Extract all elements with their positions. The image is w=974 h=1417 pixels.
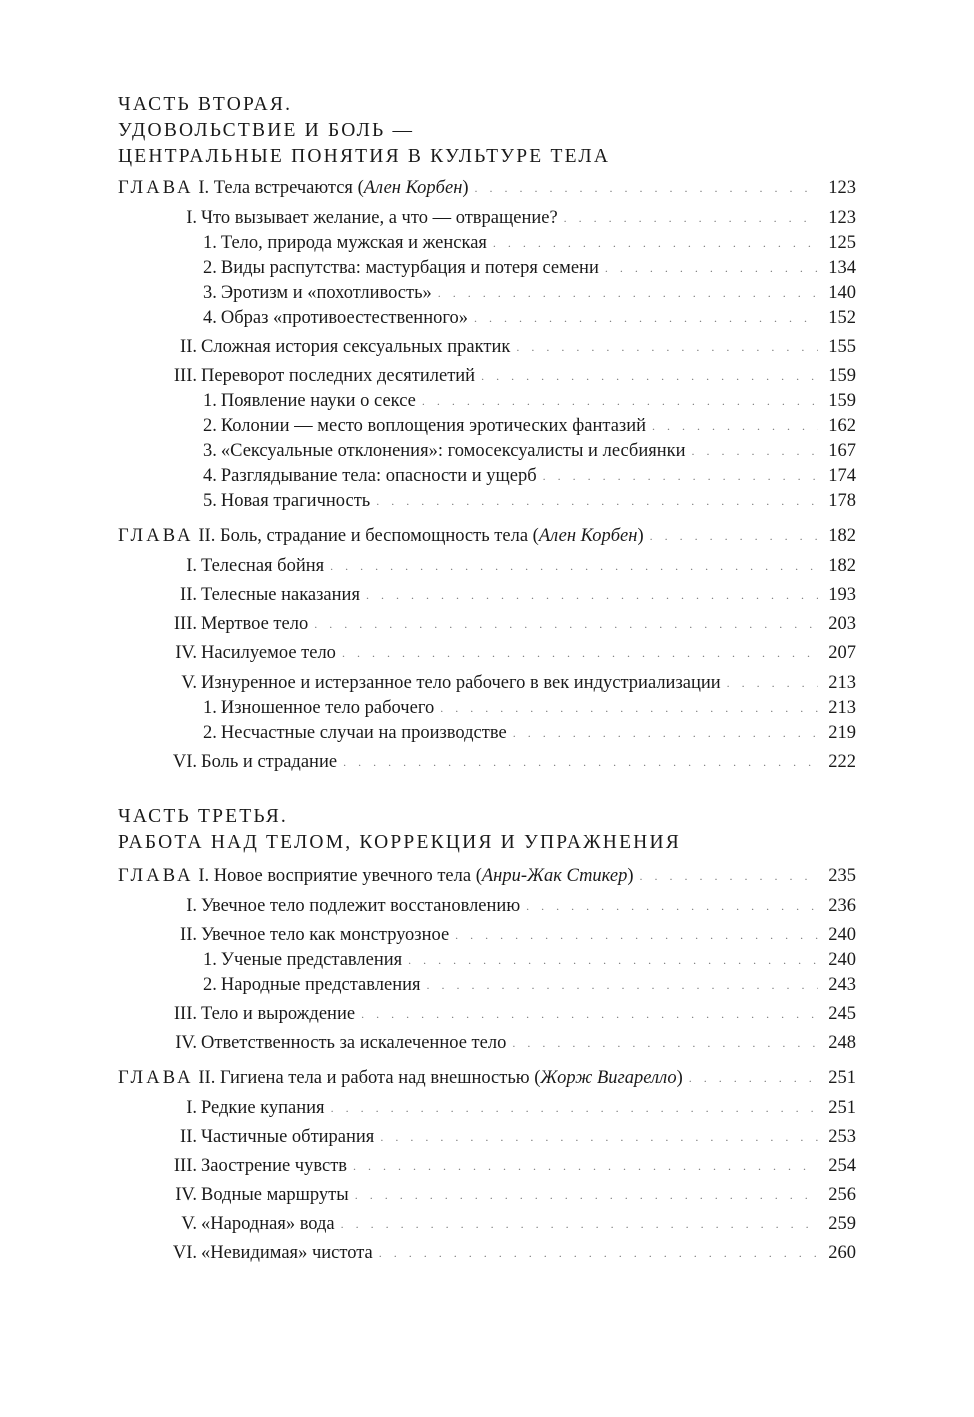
page-number: 167 bbox=[828, 441, 856, 461]
toc-section-entry[interactable] bbox=[118, 554, 856, 578]
toc-subsection-entry[interactable] bbox=[118, 948, 856, 972]
page-number: 178 bbox=[828, 491, 856, 511]
page-number: 254 bbox=[828, 1156, 856, 1176]
dot-leader bbox=[331, 1096, 818, 1120]
page-number: 213 bbox=[828, 673, 856, 693]
subsection-title: «Сексуальные отклонения»: гомосексуалисты и лесбиянки bbox=[220, 441, 686, 461]
section-title: Изнуренное и истерзанное тело рабочего в век индустриализации bbox=[201, 673, 721, 693]
toc-section-entry[interactable] bbox=[118, 750, 856, 774]
dot-leader bbox=[366, 583, 818, 607]
subsection-number: 2. bbox=[203, 258, 217, 278]
toc-chapter-entry[interactable]: ГЛАВА II. Гигиена тела и работа над внешностью ( Жорж Вигарелло ) . 251 bbox=[118, 1066, 856, 1090]
dot-leader bbox=[605, 256, 818, 280]
chapter-author: Ален Корбен bbox=[363, 178, 463, 198]
toc-chapter-entry[interactable]: ГЛАВА I. Тела встречаются ( Ален Корбен ) . 123 bbox=[118, 176, 856, 200]
dot-leader bbox=[455, 923, 818, 947]
section-title: Мертвое тело bbox=[201, 614, 309, 634]
toc-section-entry[interactable] bbox=[118, 1241, 856, 1265]
subsection-title: Изношенное тело рабочего bbox=[220, 698, 435, 718]
page-number: 155 bbox=[828, 337, 856, 357]
toc-section-entry[interactable] bbox=[118, 1125, 856, 1149]
toc-section-entry[interactable] bbox=[118, 612, 856, 636]
page-number: 236 bbox=[828, 896, 856, 916]
subsection-number: 4. bbox=[203, 466, 217, 486]
section-title: Насилуемое тело bbox=[201, 643, 336, 663]
chapter-word: ГЛАВА bbox=[118, 1068, 194, 1088]
part-title-line: ЧАСТЬ ВТОРАЯ. bbox=[118, 94, 293, 115]
dot-leader bbox=[380, 1125, 818, 1149]
chapter-author: Жорж Вигарелло bbox=[540, 1068, 677, 1088]
dot-leader bbox=[361, 1002, 818, 1026]
page-number: 248 bbox=[828, 1033, 856, 1053]
dot-leader bbox=[379, 1241, 818, 1265]
subsection-title: Несчастные случаи на производстве bbox=[220, 723, 507, 743]
dot-leader bbox=[727, 671, 818, 695]
page-number: 251 bbox=[828, 1098, 856, 1118]
part-title-line: ЧАСТЬ ТРЕТЬЯ. bbox=[118, 806, 288, 827]
toc-subsection-entry[interactable] bbox=[118, 414, 856, 438]
dot-leader bbox=[343, 750, 818, 774]
subsection-title: Появление науки о сексе bbox=[220, 391, 416, 411]
subsection-title: Ученые представления bbox=[220, 950, 403, 970]
toc-section-entry[interactable] bbox=[118, 1031, 856, 1055]
toc-section-entry[interactable] bbox=[118, 1212, 856, 1236]
page-number: 125 bbox=[828, 233, 856, 253]
section-title: Боль и страдание bbox=[201, 752, 338, 772]
dot-leader bbox=[475, 176, 818, 200]
toc-subsection-entry[interactable] bbox=[118, 696, 856, 720]
toc-subsection-entry[interactable] bbox=[118, 973, 856, 997]
chapter-number: I. bbox=[198, 178, 210, 198]
chapter-number: I. bbox=[198, 866, 210, 886]
toc-section-entry[interactable] bbox=[118, 641, 856, 665]
toc-section-entry[interactable] bbox=[118, 894, 856, 918]
section-title: Увечное тело как монструозное bbox=[201, 925, 450, 945]
dot-leader bbox=[342, 641, 818, 665]
subsection-title: Разглядывание тела: опасности и ущерб bbox=[220, 466, 537, 486]
part-title-line: РАБОТА НАД ТЕЛОМ, КОРРЕКЦИЯ И УПРАЖНЕНИЯ bbox=[118, 832, 681, 853]
subsection-title: Колонии — место воплощения эротических фантазий bbox=[220, 416, 647, 436]
chapter-word: ГЛАВА bbox=[118, 526, 194, 546]
page-number: 251 bbox=[828, 1068, 856, 1088]
subsection-number: 1. bbox=[203, 698, 217, 718]
section-number: V. bbox=[181, 673, 197, 693]
dot-leader bbox=[689, 1066, 818, 1090]
chapter-title: Тела встречаются bbox=[213, 178, 353, 198]
section-number: III. bbox=[173, 614, 197, 634]
dot-leader bbox=[516, 335, 818, 359]
section-title: Ответственность за искалеченное тело bbox=[201, 1033, 507, 1053]
section-number: II. bbox=[180, 1127, 197, 1147]
section-number: II. bbox=[180, 585, 197, 605]
dot-leader bbox=[512, 1031, 818, 1055]
page-number: 245 bbox=[828, 1004, 856, 1024]
chapter-author: Ален Корбен bbox=[538, 526, 638, 546]
page-number: 207 bbox=[828, 643, 856, 663]
subsection-title: Эротизм и «похотливость» bbox=[220, 283, 432, 303]
dot-leader bbox=[640, 864, 818, 888]
page-number: 219 bbox=[828, 723, 856, 743]
toc-section-entry[interactable] bbox=[118, 583, 856, 607]
page-number: 259 bbox=[828, 1214, 856, 1234]
subsection-number: 3. bbox=[203, 441, 217, 461]
chapter-word: ГЛАВА bbox=[118, 866, 194, 886]
section-number: I. bbox=[186, 1098, 197, 1118]
dot-leader bbox=[341, 1212, 818, 1236]
section-number: I. bbox=[186, 896, 197, 916]
dot-leader bbox=[513, 721, 818, 745]
section-number: II. bbox=[180, 925, 197, 945]
toc-subsection-entry[interactable] bbox=[118, 281, 856, 305]
dot-leader bbox=[440, 696, 818, 720]
section-number: II. bbox=[180, 337, 197, 357]
page-number: 213 bbox=[828, 698, 856, 718]
toc-section-entry[interactable] bbox=[118, 1096, 856, 1120]
dot-leader bbox=[427, 973, 819, 997]
page-number: 253 bbox=[828, 1127, 856, 1147]
chapter-title: Новое восприятие увечного тела bbox=[213, 866, 472, 886]
subsection-number: 2. bbox=[203, 975, 217, 995]
section-title: Что вызывает желание, а что — отвращение? bbox=[201, 208, 558, 228]
page-number: 134 bbox=[828, 258, 856, 278]
page-number: 159 bbox=[828, 366, 856, 386]
dot-leader bbox=[493, 231, 818, 255]
chapter-author: Анри-Жак Стикер bbox=[481, 866, 628, 886]
section-title: Водные маршруты bbox=[201, 1185, 349, 1205]
toc-section-entry[interactable] bbox=[118, 1154, 856, 1178]
section-number: I. bbox=[186, 556, 197, 576]
section-title: Увечное тело подлежит восстановлению bbox=[201, 896, 521, 916]
dot-leader bbox=[408, 948, 818, 972]
subsection-title: Образ «противоестественного» bbox=[220, 308, 468, 328]
dot-leader bbox=[376, 489, 818, 513]
dot-leader bbox=[355, 1183, 818, 1207]
page-number: 222 bbox=[828, 752, 856, 772]
toc-subsection-entry[interactable] bbox=[118, 721, 856, 745]
toc-subsection-entry[interactable] bbox=[118, 231, 856, 255]
page-number: 140 bbox=[828, 283, 856, 303]
subsection-title: Народные представления bbox=[220, 975, 421, 995]
section-number: III. bbox=[173, 1004, 197, 1024]
section-title: «Народная» вода bbox=[201, 1214, 335, 1234]
toc-subsection-entry[interactable] bbox=[118, 306, 856, 330]
toc-subsection-entry[interactable] bbox=[118, 464, 856, 488]
chapter-title: Боль, страдание и беспомощность тела bbox=[219, 526, 529, 546]
toc-chapter-entry[interactable]: ГЛАВА II. Боль, страдание и беспомощность тела ( Ален Корбен ) . 182 bbox=[118, 524, 856, 548]
section-title: Заострение чувств bbox=[201, 1156, 348, 1176]
page-number: 240 bbox=[828, 950, 856, 970]
chapter-word: ГЛАВА bbox=[118, 178, 194, 198]
section-title: Телесная бойня bbox=[201, 556, 325, 576]
page-number: 162 bbox=[828, 416, 856, 436]
toc-section-entry[interactable] bbox=[118, 1002, 856, 1026]
chapter-number: II. bbox=[198, 526, 216, 546]
page-number: 174 bbox=[828, 466, 856, 486]
section-number: IV. bbox=[175, 1033, 197, 1053]
section-title: Телесные наказания bbox=[201, 585, 360, 605]
toc-subsection-entry[interactable] bbox=[118, 489, 856, 513]
subsection-number: 1. bbox=[203, 233, 217, 253]
dot-leader bbox=[422, 389, 818, 413]
page-number: 159 bbox=[828, 391, 856, 411]
section-title: Сложная история сексуальных практик bbox=[201, 337, 511, 357]
dot-leader bbox=[692, 439, 818, 463]
section-number: III. bbox=[173, 1156, 197, 1176]
subsection-number: 1. bbox=[203, 950, 217, 970]
dot-leader bbox=[353, 1154, 818, 1178]
part-two-heading bbox=[118, 92, 858, 170]
section-number: IV. bbox=[175, 1185, 197, 1205]
section-number: IV. bbox=[175, 643, 197, 663]
dot-leader bbox=[330, 554, 818, 578]
subsection-number: 1. bbox=[203, 391, 217, 411]
section-number: VI. bbox=[172, 752, 197, 772]
subsection-number: 4. bbox=[203, 308, 217, 328]
subsection-title: Виды распутства: мастурбация и потеря семени bbox=[220, 258, 599, 278]
page-number: 243 bbox=[828, 975, 856, 995]
page-number: 260 bbox=[828, 1243, 856, 1263]
dot-leader bbox=[474, 306, 818, 330]
part-title-line: ЦЕНТРАЛЬНЫЕ ПОНЯТИЯ В КУЛЬТУРЕ ТЕЛА bbox=[118, 146, 611, 167]
part-three-heading bbox=[118, 804, 858, 856]
section-title: Редкие купания bbox=[201, 1098, 325, 1118]
toc-subsection-entry[interactable] bbox=[118, 389, 856, 413]
toc-subsection-entry[interactable] bbox=[118, 439, 856, 463]
toc-section-entry[interactable] bbox=[118, 206, 856, 230]
page-number: 123 bbox=[828, 208, 856, 228]
page-number: 235 bbox=[828, 866, 856, 886]
page-number: 256 bbox=[828, 1185, 856, 1205]
toc-section-entry[interactable] bbox=[118, 1183, 856, 1207]
page-number: 152 bbox=[828, 308, 856, 328]
page-number: 182 bbox=[828, 526, 856, 546]
dot-leader bbox=[438, 281, 818, 305]
subsection-number: 2. bbox=[203, 723, 217, 743]
chapter-number: II. bbox=[198, 1068, 216, 1088]
part-title-line: УДОВОЛЬСТВИЕ И БОЛЬ — bbox=[118, 120, 415, 141]
section-number: V. bbox=[181, 1214, 197, 1234]
section-number: VI. bbox=[172, 1243, 197, 1263]
toc-section-entry[interactable] bbox=[118, 335, 856, 359]
chapter-title: Гигиена тела и работа над внешностью bbox=[219, 1068, 530, 1088]
dot-leader bbox=[650, 524, 818, 548]
page-number: 203 bbox=[828, 614, 856, 634]
section-title: Переворот последних десятилетий bbox=[201, 366, 476, 386]
page-number: 182 bbox=[828, 556, 856, 576]
section-title: «Невидимая» чистота bbox=[201, 1243, 373, 1263]
section-title: Тело и вырождение bbox=[201, 1004, 356, 1024]
subsection-title: Новая трагичность bbox=[220, 491, 371, 511]
toc-chapter-entry[interactable]: ГЛАВА I. Новое восприятие увечного тела ( Анри-Жак Стикер ) . 235 bbox=[118, 864, 856, 888]
section-number: I. bbox=[186, 208, 197, 228]
dot-leader bbox=[526, 894, 818, 918]
dot-leader bbox=[481, 364, 818, 388]
dot-leader bbox=[543, 464, 818, 488]
page-number: 193 bbox=[828, 585, 856, 605]
toc-section-entry[interactable] bbox=[118, 923, 856, 947]
subsection-number: 2. bbox=[203, 416, 217, 436]
dot-leader bbox=[652, 414, 818, 438]
subsection-title: Тело, природа мужская и женская bbox=[220, 233, 487, 253]
page-number: 240 bbox=[828, 925, 856, 945]
toc-subsection-entry[interactable] bbox=[118, 256, 856, 280]
section-number: III. bbox=[173, 366, 197, 386]
subsection-number: 5. bbox=[203, 491, 217, 511]
subsection-number: 3. bbox=[203, 283, 217, 303]
dot-leader bbox=[314, 612, 818, 636]
dot-leader bbox=[564, 206, 818, 230]
section-title: Частичные обтирания bbox=[201, 1127, 375, 1147]
toc-section-entry[interactable] bbox=[118, 364, 856, 388]
page-number: 123 bbox=[828, 178, 856, 198]
toc-section-entry[interactable] bbox=[118, 671, 856, 695]
